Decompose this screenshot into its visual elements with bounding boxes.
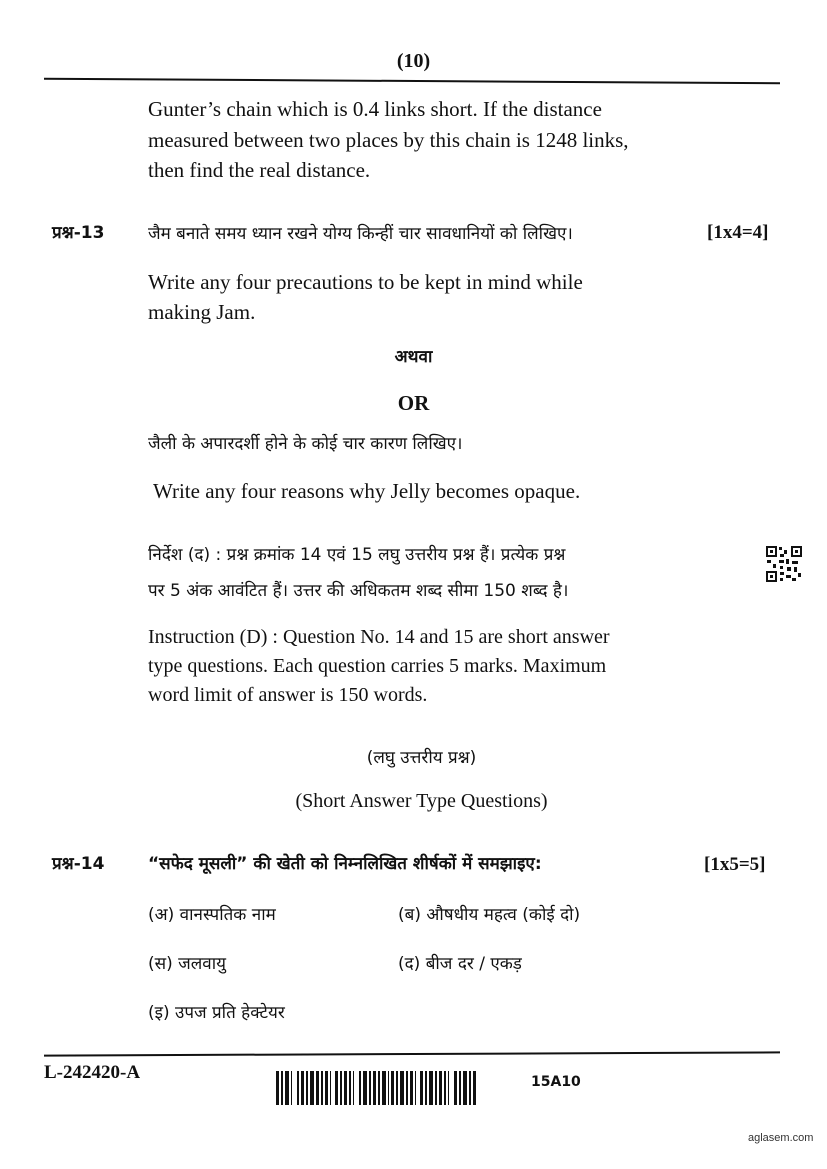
watermark: aglasem.com (748, 1132, 814, 1144)
instruction-english-line-2: type questions. Each question carries 5 marks. Maximum (148, 655, 607, 677)
section-heading-english: (Short Answer Type Questions) (295, 790, 548, 812)
instruction-hindi-line-1: निर्देश (द) : प्रश्न क्रमांक 14 एवं 15 लघु उत्तरीय प्रश्न हैं। प्रत्येक प्रश्न (148, 545, 566, 565)
q13-english-line-1: Write any four precautions to be kept in mind while (148, 270, 583, 294)
barcode (276, 1071, 504, 1105)
q13-marks: [1x4=4] (707, 222, 769, 243)
q14-hindi: “सफेद मूसली” की खेती को निम्नलिखित शीर्षकों में समझाइए: (148, 854, 542, 874)
instruction-hindi-line-2: पर 5 अंक आवंटित हैं। उत्तर की अधिकतम शब्द सीमा 150 शब्द है। (148, 581, 569, 601)
q14-part-a: (अ) वानस्पतिक नाम (148, 905, 276, 925)
q14-label: प्रश्न-14 (52, 854, 105, 874)
q12-line-1: Gunter’s chain which is 0.4 links short. If the distance (148, 97, 602, 121)
or-english: OR (397, 391, 430, 415)
footer-rule (44, 1051, 780, 1056)
series-code: 15A10 (531, 1074, 581, 1090)
q12-line-3: then find the real distance. (148, 158, 371, 182)
or-hindi: अथवा (394, 347, 433, 367)
instruction-english-line-1: Instruction (D) : Question No. 14 and 15 are short answer (148, 626, 610, 648)
q14-part-c: (स) जलवायु (148, 954, 227, 974)
page-number: (10) (396, 50, 431, 72)
section-heading-hindi: (लघु उत्तरीय प्रश्न) (366, 748, 477, 768)
qr-code (765, 545, 803, 583)
q13-alt-english: Write any four reasons why Jelly becomes opaque. (153, 479, 581, 503)
q14-part-b: (ब) औषधीय महत्व (कोई दो) (398, 905, 581, 925)
q13-label: प्रश्न-13 (52, 223, 105, 243)
q14-part-e: (इ) उपज प्रति हेक्टेयर (148, 1003, 285, 1023)
q13-hindi: जैम बनाते समय ध्यान रखने योग्य किन्हीं चार सावधानियों को लिखिए। (148, 224, 573, 244)
q13-english-line-2: making Jam. (148, 300, 256, 324)
q12-line-2: measured between two places by this chain is 1248 links, (148, 128, 629, 152)
q13-alt-hindi: जैली के अपारदर्शी होने के कोई चार कारण लिखिए। (148, 434, 463, 454)
header-rule (44, 78, 780, 84)
paper-code: L-242420-A (44, 1062, 141, 1083)
q14-part-d: (द) बीज दर / एकड़ (398, 954, 522, 974)
q14-marks: [1x5=5] (704, 854, 766, 875)
instruction-english-line-3: word limit of answer is 150 words. (148, 684, 428, 706)
